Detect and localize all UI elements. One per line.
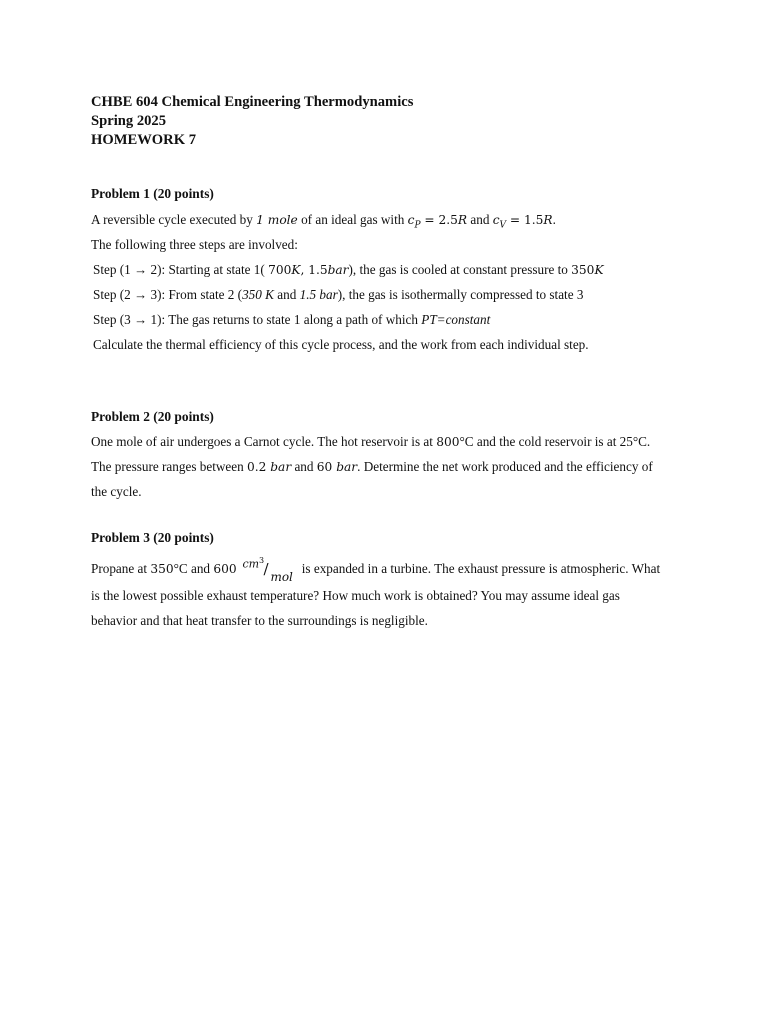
problem-3-line-3: behavior and that heat transfer to the surroundings is negligible.	[91, 613, 428, 628]
problem-2	[91, 407, 679, 504]
course-title: CHBE 604 Chemical Engineering Thermodynamics	[91, 94, 414, 110]
step-2: Step (2 → 3): From state 2 (350 K and 1.5 bar), the gas is isothermally compressed to state 3	[93, 287, 584, 302]
problem-2-line-2: The pressure ranges between 0.2 bar and 60 bar. Determine the net work produced and the efficiency of	[91, 459, 653, 474]
problem-3-title: Problem 3 (20 points)	[91, 530, 214, 545]
problem-3	[91, 528, 679, 633]
molar-volume-unit: $cm^3$ / mol	[242, 556, 293, 584]
problem-1-intro: A reversible cycle executed by 1 mole of an ideal gas with $c_P = 2.5R$ and $c_V = 1.5R$.	[91, 212, 556, 231]
document-header	[91, 93, 679, 150]
problem-2-line-1: One mole of air undergoes a Carnot cycle. The hot reservoir is at 800°C and the cold reservoir is at 25°C.	[91, 434, 651, 449]
problem-3-line-2: is the lowest possible exhaust temperature? How much work is obtained? You may assume ideal gas	[91, 588, 620, 603]
problem-1	[91, 184, 679, 357]
step-1: Step (1 → 2): Starting at state 1( 700K, 1.5bar), the gas is cooled at constant pressure to 350K	[93, 262, 604, 277]
problem-2-title: Problem 2 (20 points)	[91, 409, 214, 424]
problem-1-task: Calculate the thermal efficiency of this cycle process, and the work from each individual step.	[93, 337, 589, 352]
step-3: Step (3 → 1): The gas returns to state 1 along a path of which PT=constant	[93, 312, 491, 327]
homework-document	[91, 93, 679, 633]
problem-2-line-3: the cycle.	[91, 484, 142, 499]
steps-intro: The following three steps are involved:	[91, 237, 298, 252]
assignment-title: HOMEWORK 7	[91, 132, 196, 148]
problem-3-line-1: Propane at 350°C and 600 $cm^3$ / mol is expanded in a turbine. The exhaust pressure is atmospheric. What	[91, 556, 661, 584]
problem-1-title: Problem 1 (20 points)	[91, 186, 214, 201]
term: Spring 2025	[91, 113, 167, 129]
